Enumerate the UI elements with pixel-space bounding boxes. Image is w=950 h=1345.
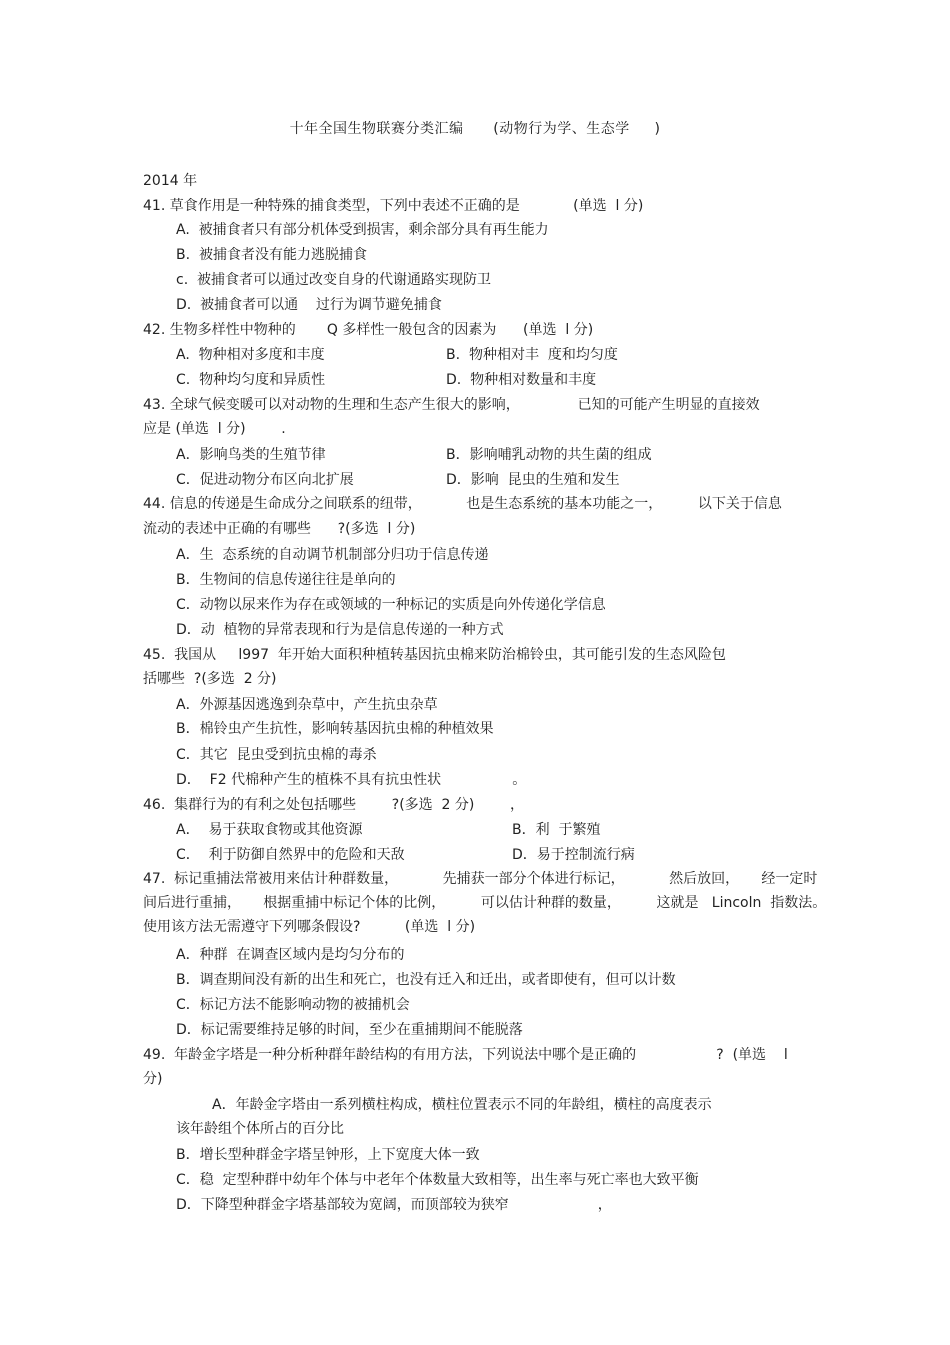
question-45-option-d: D． F2 代棉种产生的植株不具有抗虫性状 。 [176,772,527,788]
question-47-stem-line1: 47. 标记重捕法常被用来估计种群数量， 先捕获一部分个体进行标记， 然后放回， 经一定时 [143,871,818,887]
question-45-option-b: B．棉铃虫产生抗性，影响转基因抗虫棉的种植效果 [176,721,494,737]
document-title: 十年全国生物联赛分类汇编 (动物行为学、生态学 ) [289,121,661,137]
question-49-option-a-line1: A．年龄金字塔由一系列横柱构成，横柱位置表示不同的年龄组，横柱的高度表示 [212,1097,712,1113]
question-47-stem-line2: 间后进行重捕， 根据重捕中标记个体的比例， 可以估计种群的数量， 这就是 Lincoln 指数法。 [143,895,827,911]
year-heading: 2014 年 [143,173,198,189]
question-44-option-d: D．动 植物的异常表现和行为是信息传递的一种方式 [176,622,504,638]
question-49-stem-line2: 分) [143,1071,163,1087]
question-43-stem-line1: 43. 全球气候变暖可以对动物的生理和生态产生很大的影响， 已知的可能产生明显的直接效 [143,397,760,413]
question-49-option-b: B．增长型种群金字塔呈钟形，上下宽度大体一致 [176,1147,480,1163]
question-47-option-d: D．标记需要维持足够的时间，至少在重捕期间不能脱落 [176,1022,523,1038]
question-46-option-d: D．易于控制流行病 [512,847,635,863]
question-45-stem-line1: 45. 我国从 l997 年开始大面积种植转基因抗虫棉来防治棉铃虫，其可能引发的生态风险包 [143,647,726,663]
question-46-option-c: C． 利于防御自然界中的危险和天敌 [176,847,405,863]
question-47-option-c: C．标记方法不能影响动物的被捕机会 [176,997,410,1013]
question-45-option-c: C．其它 昆虫受到抗虫棉的毒杀 [176,747,377,763]
question-43-stem-line2: 应是 (单选 l 分) . [143,421,286,437]
question-43-option-a: A．影响鸟类的生殖节律 [176,447,326,463]
question-41-option-c: c. 被捕食者可以通过改变自身的代谢通路实现防卫 [176,272,492,288]
question-46-option-a: A． 易于获取食物或其他资源 [176,822,363,838]
question-41-option-a: A. 被捕食者只有部分机体受到损害，剩余部分具有再生能力 [176,222,549,238]
question-41-option-b: B. 被捕食者没有能力逃脱捕食 [176,247,367,263]
question-49-option-a-line2: 该年龄组个体所占的百分比 [176,1121,344,1137]
question-42-option-d: D. 物种相对数量和丰度 [446,372,597,388]
question-47-option-a: A．种群 在调查区域内是均匀分布的 [176,947,405,963]
question-47-stem-line3: 使用该方法无需遵守下列哪条假设? (单选 l 分) [143,919,476,935]
question-44-option-a: A．生 态系统的自动调节机制部分归功于信息传递 [176,547,489,563]
question-44-option-c: C．动物以尿来作为存在或领域的一种标记的实质是向外传递化学信息 [176,597,606,613]
question-42-option-b: B. 物种相对丰 度和均匀度 [446,347,618,363]
question-49-option-d: D．下降型种群金字塔基部较为宽阔，而顶部较为狭窄 ， [176,1197,612,1213]
question-49-option-c: C．稳 定型种群中幼年个体与中老年个体数量大致相等，出生率与死亡率也大致平衡 [176,1172,699,1188]
question-46-option-b: B．利 于繁殖 [512,822,601,838]
question-41-stem: 41. 草食作用是一种特殊的捕食类型，下列中表述不正确的是 (单选 l 分) [143,198,644,214]
question-44-stem-line2: 流动的表述中正确的有哪些 ?(多选 l 分) [143,521,416,537]
question-42-option-c: C. 物种均匀度和异质性 [176,372,326,388]
question-44-option-b: B．生物间的信息传递往往是单向的 [176,572,396,588]
question-42-stem: 42. 生物多样性中物种的 Q 多样性一般包含的因素为 (单选 l 分) [143,322,594,338]
question-42-option-a: A. 物种相对多度和丰度 [176,347,325,363]
question-45-stem-line2: 括哪些 ?(多选 2 分) [143,671,277,687]
question-46-stem: 46. 集群行为的有利之处包括哪些 ?(多选 2 分) ， [143,797,524,813]
question-49-stem-line1: 49. 年龄金字塔是一种分析种群年龄结构的有用方法，下列说法中哪个是正确的 ? (单选 l [143,1047,788,1063]
question-47-option-b: B．调查期间没有新的出生和死亡，也没有迁入和迁出，或者即使有，但可以计数 [176,972,676,988]
question-44-stem-line1: 44. 信息的传递是生命成分之间联系的纽带， 也是生态系统的基本功能之一， 以下关于信息 [143,496,782,512]
question-43-option-c: C．促进动物分布区向北扩展 [176,472,354,488]
question-43-option-d: D．影响 昆虫的生殖和发生 [446,472,620,488]
question-41-option-d: D. 被捕食者可以通 过行为调节避免捕食 [176,297,442,313]
question-45-option-a: A．外源基因逃逸到杂草中，产生抗虫杂草 [176,697,438,713]
question-43-option-b: B．影响哺乳动物的共生菌的组成 [446,447,652,463]
